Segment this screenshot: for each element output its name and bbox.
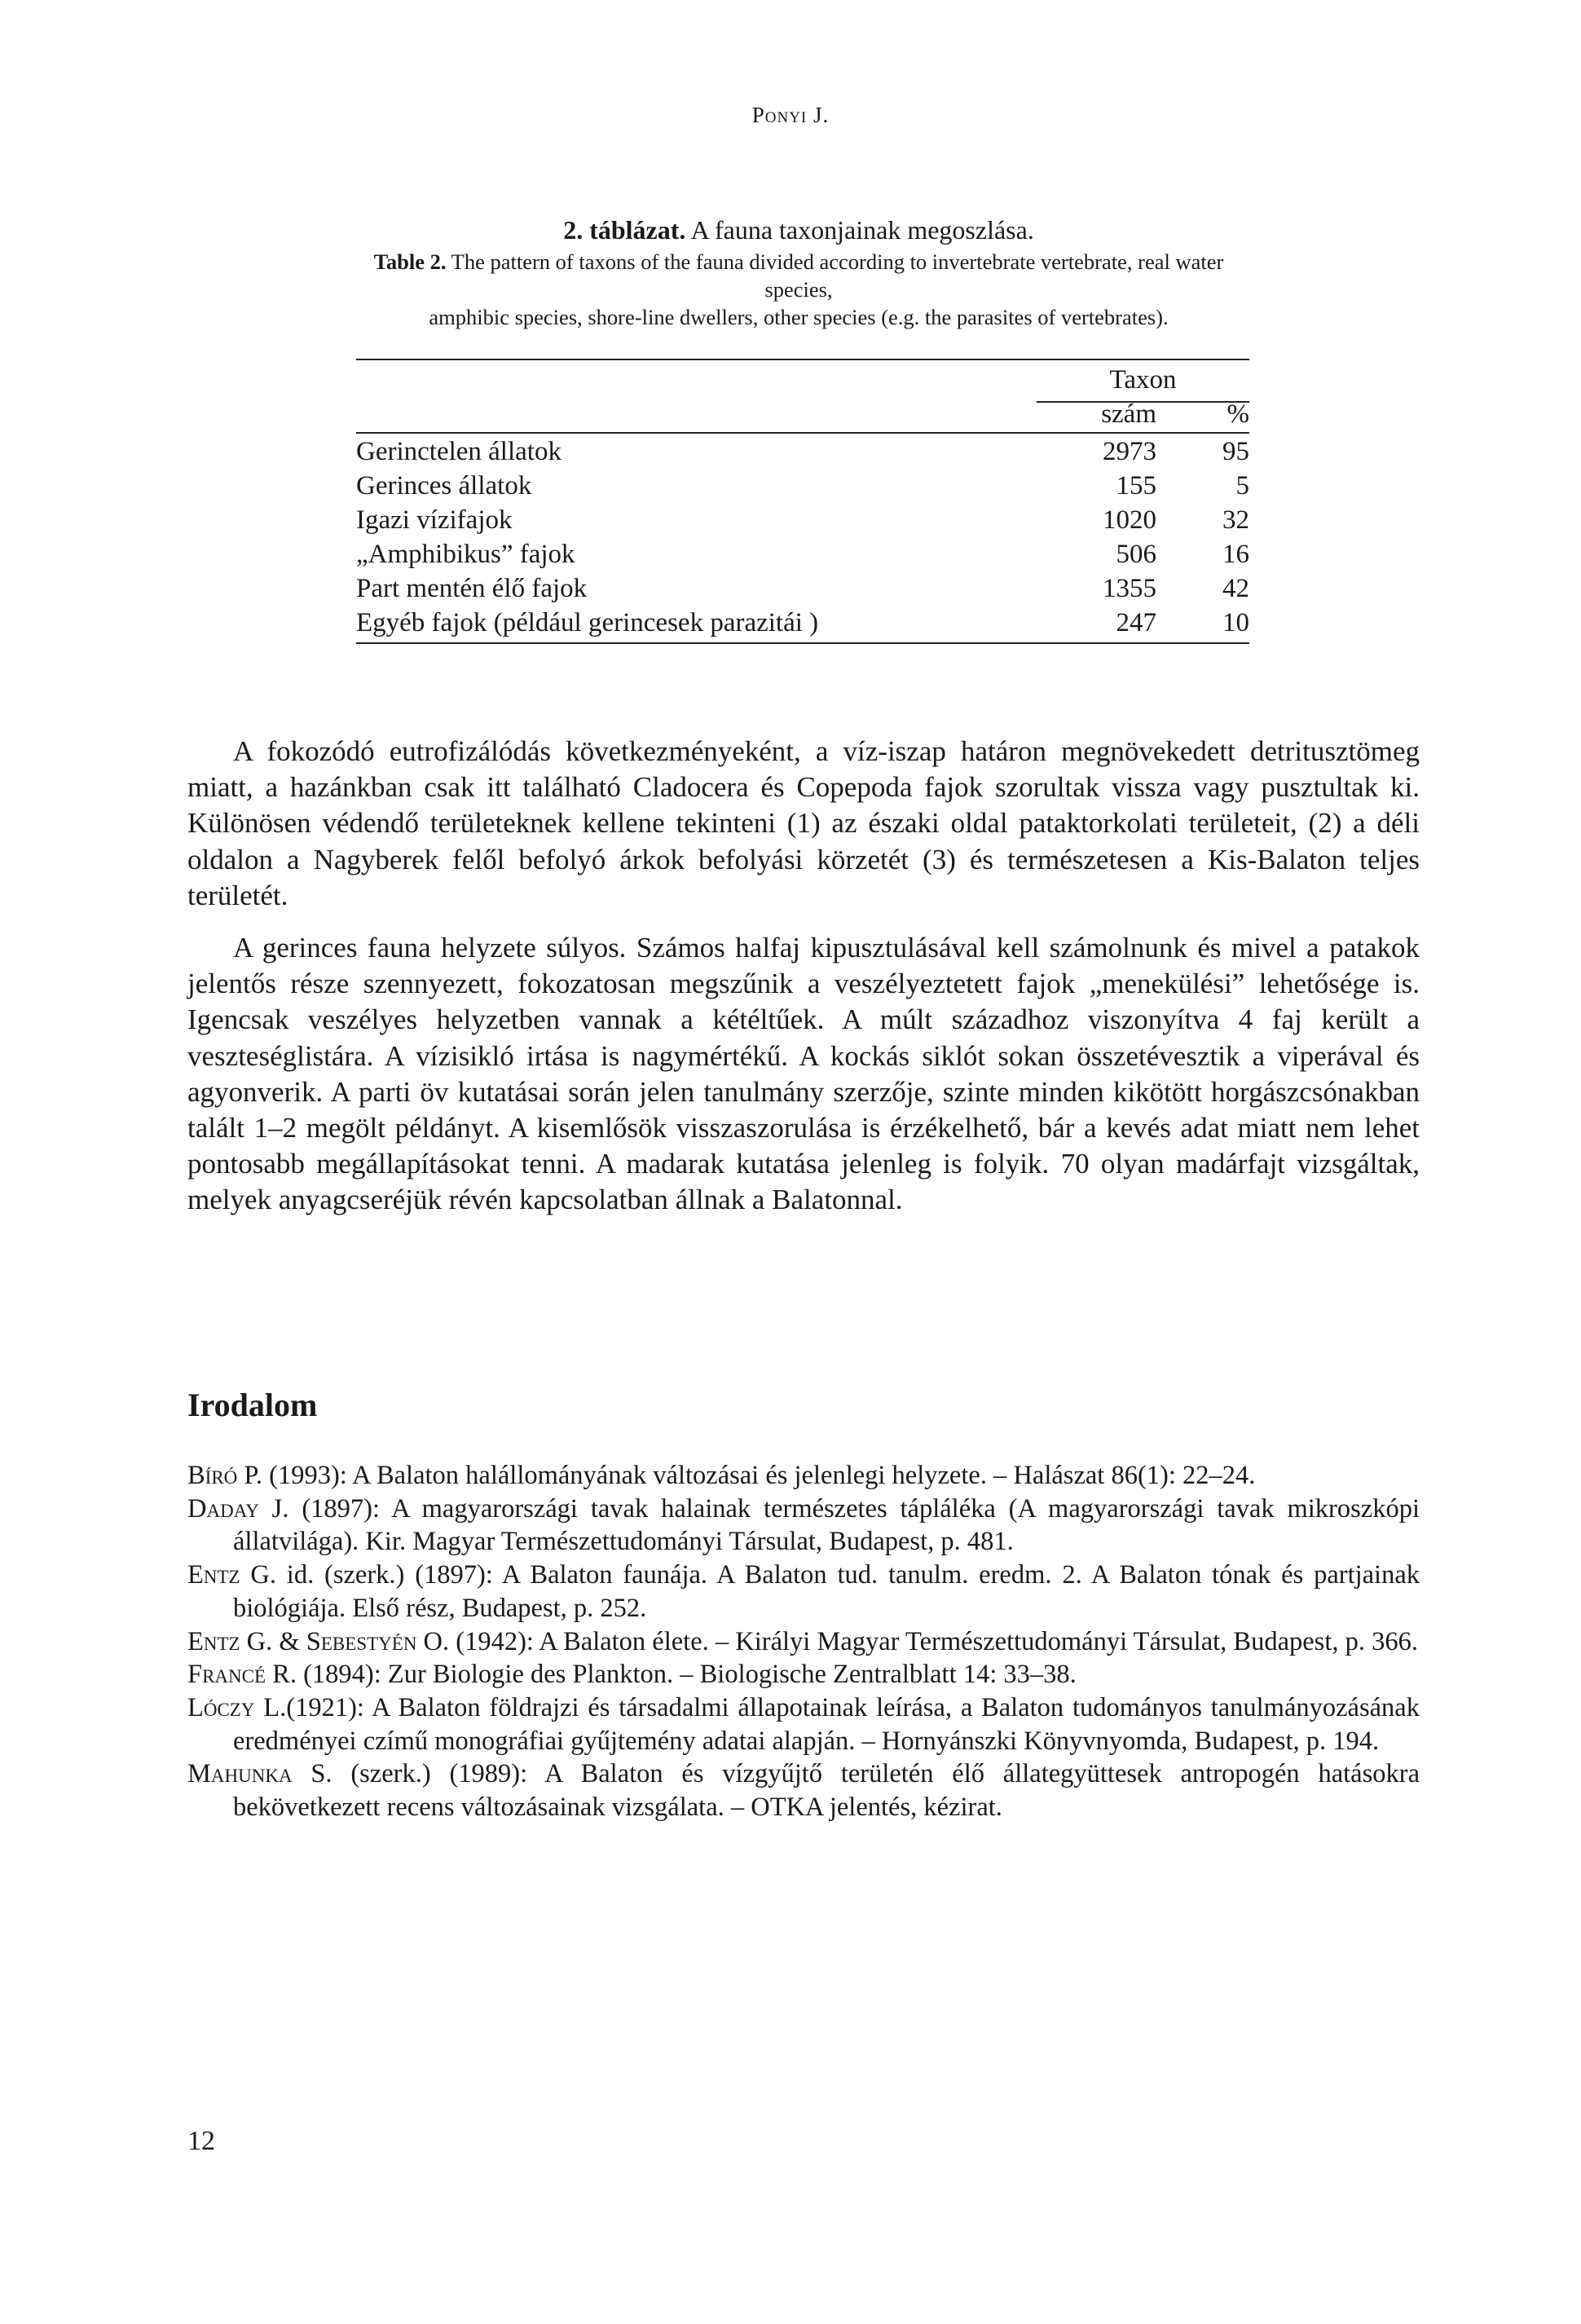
table-caption-en-label: Table 2.: [373, 249, 447, 274]
reference-list: [187, 1459, 1420, 1824]
table-caption-en-line2: amphibic species, shore-line dwellers, other species (e.g. the parasites of vertebrates).: [429, 305, 1169, 329]
reference-author: Bíró P.: [187, 1461, 263, 1490]
table-cell-name: Gerinctelen állatok: [356, 437, 561, 466]
reference-item: [187, 1691, 1420, 1757]
table-top-rule: [356, 359, 1249, 360]
table-cell-percent: 32: [1222, 505, 1249, 535]
table-cell-name: Part mentén élő fajok: [356, 574, 588, 603]
table-caption-english: [342, 248, 1255, 331]
table-cell-count: 2973: [1103, 437, 1156, 466]
reference-item: [187, 1625, 1420, 1659]
reference-text: (1921): A Balaton földrajzi és társadalmi állapotainak leírása, a Balaton tudományos tanulmányozásának eredményei czímű monográfiai gyűjtemény adatai alapján. – Hornyánszki Könyvnyomda, Budapest, p. 194.: [233, 1692, 1420, 1756]
table-header-rule: [356, 432, 1249, 434]
reference-text: (1897): A magyarországi tavak halainak természetes tápláléka (A magyarországi tavak mikroszkópi állatvilága). Kir. Magyar Természettudományi Társulat, Budapest, p. 481.: [233, 1493, 1420, 1557]
table-cell-name: Egyéb fajok (például gerincesek parazitái ): [356, 608, 819, 637]
running-head: Ponyi J.: [751, 103, 830, 127]
table-caption-hungarian: [342, 217, 1255, 244]
reference-item: [187, 1459, 1420, 1493]
table-cell-name: Gerinces állatok: [356, 471, 532, 501]
table-row: [356, 574, 1249, 608]
reference-text: (1942): A Balaton élete. – Királyi Magyar Természettudományi Társulat, Budapest, p. 366.: [449, 1626, 1418, 1656]
reference-text: (1894): Zur Biologie des Plankton. – Biologische Zentralblatt 14: 33–38.: [296, 1660, 1077, 1690]
table-caption-hu-text: A fauna taxonjainak megoszlása.: [690, 215, 1034, 245]
table-caption-hu-label: 2. táblázat.: [563, 215, 686, 245]
table-caption-en-line1: The pattern of taxons of the fauna divided according to invertebrate vertebrate, real water species,: [451, 249, 1224, 302]
table-cell-percent: 42: [1222, 574, 1249, 603]
table-cell-name: „Amphibikus” fajok: [356, 540, 575, 569]
reference-author: Lóczy L.: [187, 1692, 287, 1722]
table-cell-count: 155: [1116, 471, 1156, 501]
reference-author: Mahunka S.: [187, 1759, 332, 1789]
reference-item: [187, 1658, 1420, 1691]
table-cell-percent: 5: [1235, 471, 1249, 501]
table-row: [356, 505, 1249, 540]
table-header-percent: %: [1226, 399, 1249, 429]
reference-author: Daday J.: [187, 1493, 289, 1524]
reference-item: [187, 1757, 1420, 1823]
table-cell-count: 247: [1116, 608, 1156, 637]
table-group-header: Taxon: [1109, 365, 1177, 395]
reference-author: Francé R.: [187, 1660, 297, 1690]
reference-text: (1993): A Balaton halállományának változásai és jelenlegi helyzete. – Halászat 86(1): 22–24.: [262, 1461, 1256, 1490]
reference-author: Entz G.: [187, 1560, 276, 1590]
table-header-count: szám: [1101, 399, 1156, 429]
reference-author: Entz G. & Sebestyén O.: [187, 1626, 450, 1656]
body-text: [187, 734, 1420, 1235]
table-cell-count: 506: [1116, 540, 1156, 569]
table-row: [356, 608, 1249, 642]
table-row: [356, 471, 1249, 505]
table-bottom-rule: [356, 642, 1249, 644]
page-number: 12: [187, 2126, 215, 2156]
paragraph: A fokozódó eutrofizálódás következményeként, a víz-iszap határon megnövekedett detritusztömeg miatt, a hazánkban csak itt található Cladocera és Copepoda fajok szorultak vissza vagy pusztultak ki. Különösen védendő területeknek kellene tekinteni (1) az északi oldal pataktorkolati területeit, (2) a déli oldalon a Nagyberek felől befolyó árkok befolyási körzetét (3) és természetesen a Kis-Balaton teljes területét.: [187, 735, 1420, 911]
reference-text: (szerk.) (1989): A Balaton és vízgyűjtő területén élő állategyüttesek antropogén hatásokra bekövetkezett recens változásainak vizsgálata. – OTKA jelentés, kézirat.: [233, 1759, 1420, 1823]
table-cell-percent: 95: [1222, 437, 1249, 466]
reference-text: id. (szerk.) (1897): A Balaton faunája. A Balaton tud. tanulm. eredm. 2. A Balaton tónak és partjainak biológiája. Első rész, Budapest, p. 252.: [233, 1560, 1420, 1623]
reference-item: [187, 1493, 1420, 1559]
table-cell-name: Igazi vízifajok: [356, 505, 513, 535]
paragraph: A gerinces fauna helyzete súlyos. Számos halfaj kipusztulásával kell számolnunk és mivel a patakok jelentős része szennyezett, fokozatosan megszűnik a veszélyeztetett fajok „menekülési” lehetősége is. Igencsak veszélyes helyzetben vannak a kétéltűek. A múlt századhoz viszonyítva 4 faj került a veszteséglistára. A vízisikló irtása is nagymértékű. A kockás siklót sokan összetévesztik a viperával és agyonverik. A parti öv kutatásai során jelen tanulmány szerzője, szinte minden kikötött horgászcsónakban talált 1–2 megölt példányt. A kisemlősök visszaszorulása is érzékelhető, bár a kevés adat miatt nem lehet pontosabb megállapításokat tenni. A madarak kutatása jelenleg is folyik. 70 olyan madárfajt vizsgáltak, melyek anyagcseréjük révén kapcsolatban állnak a Balatonnal.: [187, 932, 1420, 1216]
table-cell-count: 1020: [1103, 505, 1156, 535]
table-cell-percent: 16: [1222, 540, 1249, 569]
reference-item: [187, 1559, 1420, 1625]
table-row: [356, 437, 1249, 471]
table-cell-count: 1355: [1103, 574, 1156, 603]
table-cell-percent: 10: [1222, 608, 1249, 637]
references-heading: Irodalom: [187, 1387, 318, 1423]
table-row: [356, 540, 1249, 574]
